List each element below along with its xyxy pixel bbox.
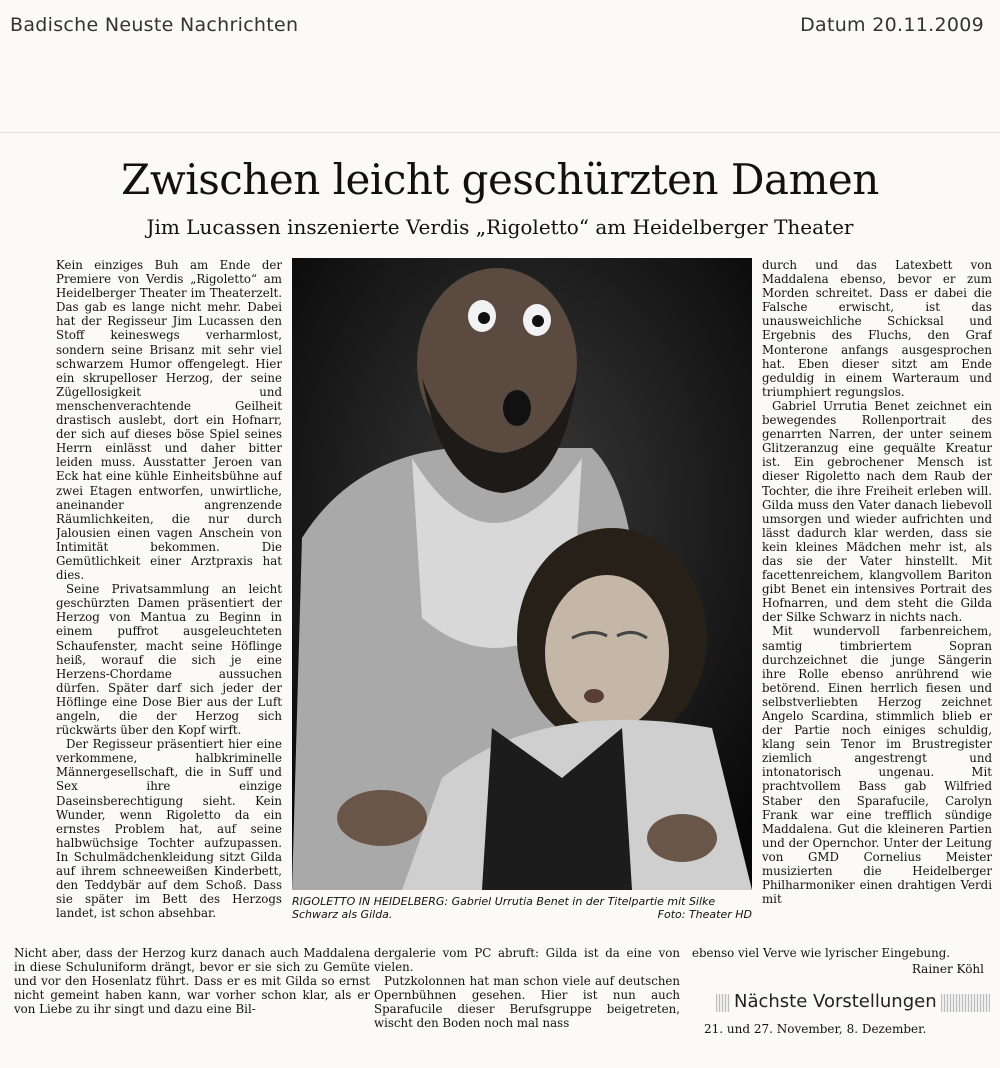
article-photo — [292, 258, 752, 890]
next-performances-title: Nächste Vorstellungen — [730, 991, 941, 1013]
paragraph: Kein einziges Buh am Ende der Premiere von Verdis „Rigoletto“ am Heidelberger Theater im Theaterzelt. Das gab es lange nicht mehr. Dabei hat der Regisseur Jim Lucassen den Stoff keineswegs verharmlost, sondern seine Brisanz mit sehr viel schwarzem Humor offengelegt. Hier ein skrupelloser Herzog, der seine Zügellosigkeit und menschenverachtende Geilheit drastisch auslebt, dort ein Hofnarr, der sich auf dieses böse Spiel seines Herrn einlässt und daher bitter leiden muss. Ausstatter Jeroen van Eck hat eine kühle Einheitsbühne auf zwei Etagen entworfen, unwirtliche, aneinander angrenzende Räumlichkeiten, die nur durch Jalousien einen vagen Anschein von Intimität bekommen. Die Gemütlichkeit einer Arztpraxis hat dies. — [56, 258, 282, 583]
paragraph: Seine Privatsammlung an leicht geschürzten Damen präsentiert der Herzog von Mantua zu Beginn in einem puffrot ausgeleuchteten Schaufenster, macht seine Höflinge heiß, worauf die sich je eine Herzens-Chordame aussuchen dürfen. Später darf sich jeder der Höflinge eine Dose Bier aus der Luft angeln, die der Herzog sich rückwärts über den Kopf wirft. — [56, 582, 282, 738]
paragraph: Nicht aber, dass der Herzog kurz danach auch Maddalena in diese Schuluniform drängt, bevor er sie sich zu Gemüte und vor den Hosenlatz führt. Dass er es mit Gilda so ernst nicht gemeint haben kann, war vorher schon klar, als er von Liebe zu ihr singt und dazu eine Bil- — [14, 946, 370, 1017]
photo-credit: Foto: Theater HD — [657, 908, 752, 921]
article-column-right — [762, 258, 992, 968]
headline: Zwischen leicht geschürzten Damen — [121, 155, 879, 204]
article-bottom-middle — [374, 946, 680, 1036]
next-performances-dates: 21. und 27. November, 8. Dezember. — [704, 1022, 927, 1036]
divider — [0, 132, 1000, 133]
paragraph: Putzkolonnen hat man schon viele auf deutschen Opernbühnen gesehen. Hier ist nun auch Sparafucile dieser Berufsgruppe beigetreten, wischt den Boden noch mal nass — [374, 974, 680, 1031]
paragraph: Gabriel Urrutia Benet zeichnet ein bewegendes Rollenportrait des genarrten Narren, der unter seinem Glitzeranzug eine gequälte Kreatur ist. Ein gebrochener Mensch ist dieser Rigoletto nach dem Raub der Tochter, die ihre Freiheit erleben will. Gilda muss den Vater danach liebevoll umsorgen und wieder aufrichten und lässt dadurch klar werden, dass sie kein kleines Mädchen mehr ist, als das sie der Vater hinstellt. Mit facettenreichem, klangvollem Bariton gibt Benet ein intensives Portrait des Hofnarren, und dem steht die Gilda der Silke Schwarz in nichts nach. — [762, 398, 992, 625]
paragraph: dergalerie vom PC abruft: Gilda ist da eine von vielen. — [374, 946, 680, 975]
article-bottom-left — [14, 946, 370, 1036]
subheadline: Jim Lucassen inszenierte Verdis „Rigoletto“ am Heidelberger Theater — [146, 215, 854, 239]
paragraph: Mit wundervoll farbenreichem, samtig timbriertem Sopran durchzeichnet die junge Sängerin ihre Rolle ebenso anrührend wie betörend. Einen herrlich fiesen und selbstverliebten Herzog zeichnet Angelo Scardina, stimmlich blieb er der Partie noch einiges schuldig, klang sein Tenor im Brustregister ziemlich angestrengt und intonatorisch ungenau. Mit prachtvollem Bass gab Wilfried Staber den Sparafucile, Carolyn Frank war eine trefflich sündige Maddalena. Gut die kleineren Partien und der Opernchor. Unter der Leitung von GMD Cornelius Meister musizierten die Heidelberger Philharmoniker einen drahtigen Verdi mit — [762, 624, 992, 907]
caption-text: RIGOLETTO IN HEIDELBERG: Gabriel Urrutia Benet in der Titelpartie mit Silke Schwarz als Gilda. — [292, 895, 716, 921]
article-column-left — [56, 258, 282, 958]
closing-line: ebenso viel Verve wie lyrischer Eingebung. — [692, 946, 951, 960]
photo-caption — [292, 895, 752, 921]
author: Rainer Köhl — [911, 962, 984, 976]
paragraph: Der Regisseur präsentiert hier eine verkommene, halbkriminelle Männergesellschaft, die in Suff und Sex ihre einzige Daseinsberechtigung sieht. Kein Wunder, wenn Rigoletto da ein ernstes Problem hat, auf seine halbwüchsige Tochter aufzupassen. In Schulmädchenkleidung sitzt Gilda auf ihrem schneeweißen Kinderbett, den Teddybär auf dem Schoß. Dass sie später im Bett des Herzogs landet, ist schon absehbar. — [56, 737, 282, 921]
newspaper-name: Badische Neuste Nachrichten — [10, 14, 299, 36]
paragraph: durch und das Latexbett von Maddalena ebenso, bevor er zum Morden schreitet. Dass er dabei die Falsche erwischt, ist das unausweichliche Schicksal und Ergebnis des Fluchs, den Graf Monterone anfangs ausgesprochen hat. Eben dieser sitzt am Ende geduldig in einem Warteraum und triumphiert regungslos. — [762, 258, 992, 399]
photo-illustration — [292, 258, 752, 890]
next-performances-box — [716, 990, 990, 1016]
clipping-date: Datum 20.11.2009 — [800, 14, 984, 36]
